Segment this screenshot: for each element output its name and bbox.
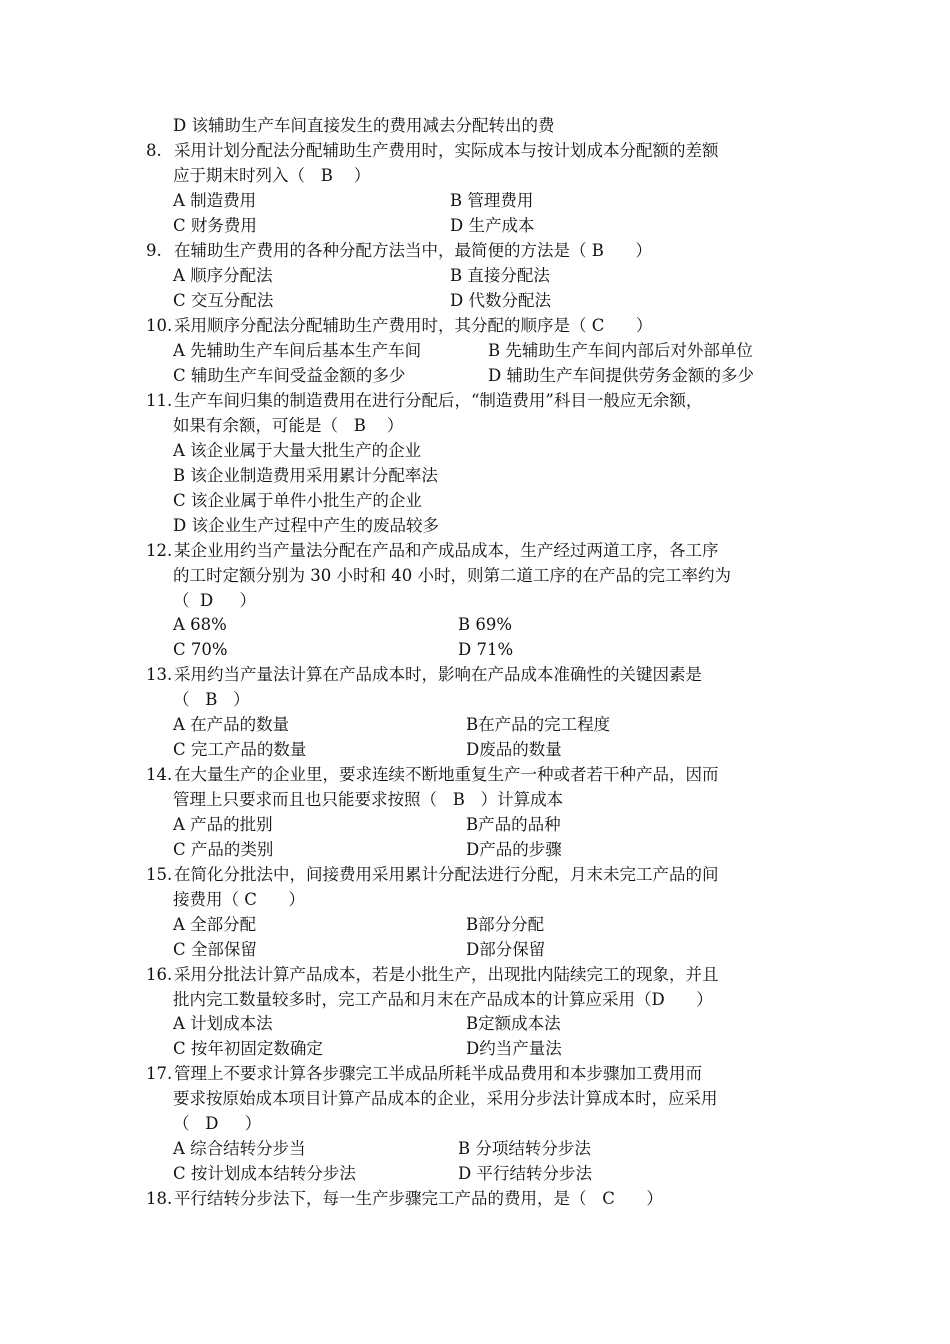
option-d: D约当产量法 [466,1039,562,1058]
option-c: C 按年初固定数确定 [173,1039,323,1058]
question-text: 采用计划分配法分配辅助生产费用时，实际成本与按计划成本分配额的差额 [174,141,719,160]
question-15 [146,865,719,885]
option-d: D部分保留 [466,940,546,959]
option-c: C 财务费用 [173,216,257,235]
option-c: C 辅助生产车间受益金额的多少 [173,366,406,385]
option-c: C 该企业属于单件小批生产的企业 [173,491,422,510]
question-number: 14. [146,765,173,784]
question-text: 平行结转分步法下，每一生产步骤完工产品的费用，是（ C ） [174,1189,663,1208]
option-a: A 该企业属于大量大批生产的企业 [173,441,422,460]
question-text-cont: （ D ） [173,1114,262,1133]
question-number: 10. [146,316,173,335]
question-number: 18. [146,1189,173,1208]
question-number: 13. [146,665,173,684]
option-a: A 全部分配 [173,915,257,934]
question-text: 管理上不要求计算各步骤完工半成品所耗半成品费用和本步骤加工费用而 [174,1064,702,1083]
option-a: A 先辅助生产车间后基本生产车间 [173,341,422,360]
option-b: B 直接分配法 [450,266,550,285]
question-text: 在简化分批法中，间接费用采用累计分配法进行分配，月末未完工产品的间 [174,865,719,884]
option-b: B在产品的完工程度 [466,715,611,734]
question-text-cont: 如果有余额，可能是（ B ） [173,416,404,435]
question-text: 在辅助生产费用的各种分配方法当中，最简便的方法是（ B ） [174,241,652,260]
option-a: A 产品的批别 [173,815,273,834]
option-b: B 分项结转分步法 [458,1139,591,1158]
option-b: B 该企业制造费用采用累计分配率法 [173,466,438,485]
option-d: D产品的步骤 [466,840,562,859]
question-number: 16. [146,965,173,984]
option-b: B 先辅助生产车间内部后对外部单位 [488,341,753,360]
option-b: B部分分配 [466,915,545,934]
question-9 [146,241,652,261]
question-text: 采用顺序分配法分配辅助生产费用时，其分配的顺序是（ C ） [174,316,653,335]
question-text-cont: 接费用（ C ） [173,890,305,909]
option-c: C 全部保留 [173,940,257,959]
option-d: D 辅助生产车间提供劳务金额的多少 [488,366,754,385]
option-a: A 综合结转分步当 [173,1139,306,1158]
question-text: 采用约当产量法计算在产品成本时，影响在产品成本准确性的关键因素是 [174,665,702,684]
option-d: D 平行结转分步法 [458,1164,592,1183]
question-text-cont: 要求按原始成本项目计算产品成本的企业，采用分步法计算成本时，应采用 [173,1089,718,1108]
option-b: B 69% [458,615,513,634]
question-10 [146,316,652,336]
option-a: A 在产品的数量 [173,715,290,734]
option-a: A 计划成本法 [173,1014,273,1033]
question-text-cont: （ D ） [173,591,256,610]
option-a: A 制造费用 [173,191,257,210]
option-c: C 按计划成本结转分步法 [173,1164,356,1183]
option-d: D 生产成本 [450,216,535,235]
option-b: B产品的品种 [466,815,561,834]
question-13 [146,665,702,685]
option-d: D 该企业生产过程中产生的废品较多 [173,516,439,535]
option-c: C 交互分配法 [173,291,274,310]
option-d: D 代数分配法 [450,291,551,310]
question-text-cont: 批内完工数量较多时，完工产品和月末在产品成本的计算应采用（D ） [173,990,713,1009]
question-text-cont: 应于期末时列入（ B ） [173,166,371,185]
question-text-cont: （ B ） [173,690,250,709]
question-16 [146,965,719,985]
option-b: B定额成本法 [466,1014,561,1033]
question-14 [146,765,719,785]
prev-option-d: D 该辅助生产车间直接发生的费用减去分配转出的费 [173,116,555,135]
question-text-cont: 管理上只要求而且也只能要求按照（ B ）计算成本 [173,790,564,809]
question-number: 11. [146,391,173,410]
question-number: 8. [146,141,162,160]
option-c: C 产品的类别 [173,840,274,859]
question-number: 15. [146,865,173,884]
question-number: 17. [146,1064,173,1083]
question-text: 采用分批法计算产品成本，若是小批生产，出现批内陆续完工的现象，并且 [174,965,719,984]
question-text-cont: 的工时定额分别为 30 小时和 40 小时，则第二道工序的在产品的完工率约为 [173,566,731,585]
question-18 [146,1189,663,1209]
question-number: 12. [146,541,173,560]
option-b: B 管理费用 [450,191,534,210]
option-a: A 顺序分配法 [173,266,273,285]
question-17 [146,1064,702,1084]
question-8 [146,141,719,161]
option-c: C 完工产品的数量 [173,740,307,759]
question-11 [146,391,702,411]
option-a: A 68% [173,615,227,634]
option-c: C 70% [173,640,228,659]
question-text: 在大量生产的企业里，要求连续不断地重复生产一种或者若干种产品，因而 [174,765,719,784]
option-d: D废品的数量 [466,740,562,759]
question-text: 某企业用约当产量法分配在产品和产成品成本，生产经过两道工序，各工序 [174,541,719,560]
option-d: D 71% [458,640,514,659]
question-number: 9. [146,241,162,260]
question-12 [146,541,719,561]
question-text: 生产车间归集的制造费用在进行分配后，“制造费用”科目一般应无余额， [174,391,703,410]
